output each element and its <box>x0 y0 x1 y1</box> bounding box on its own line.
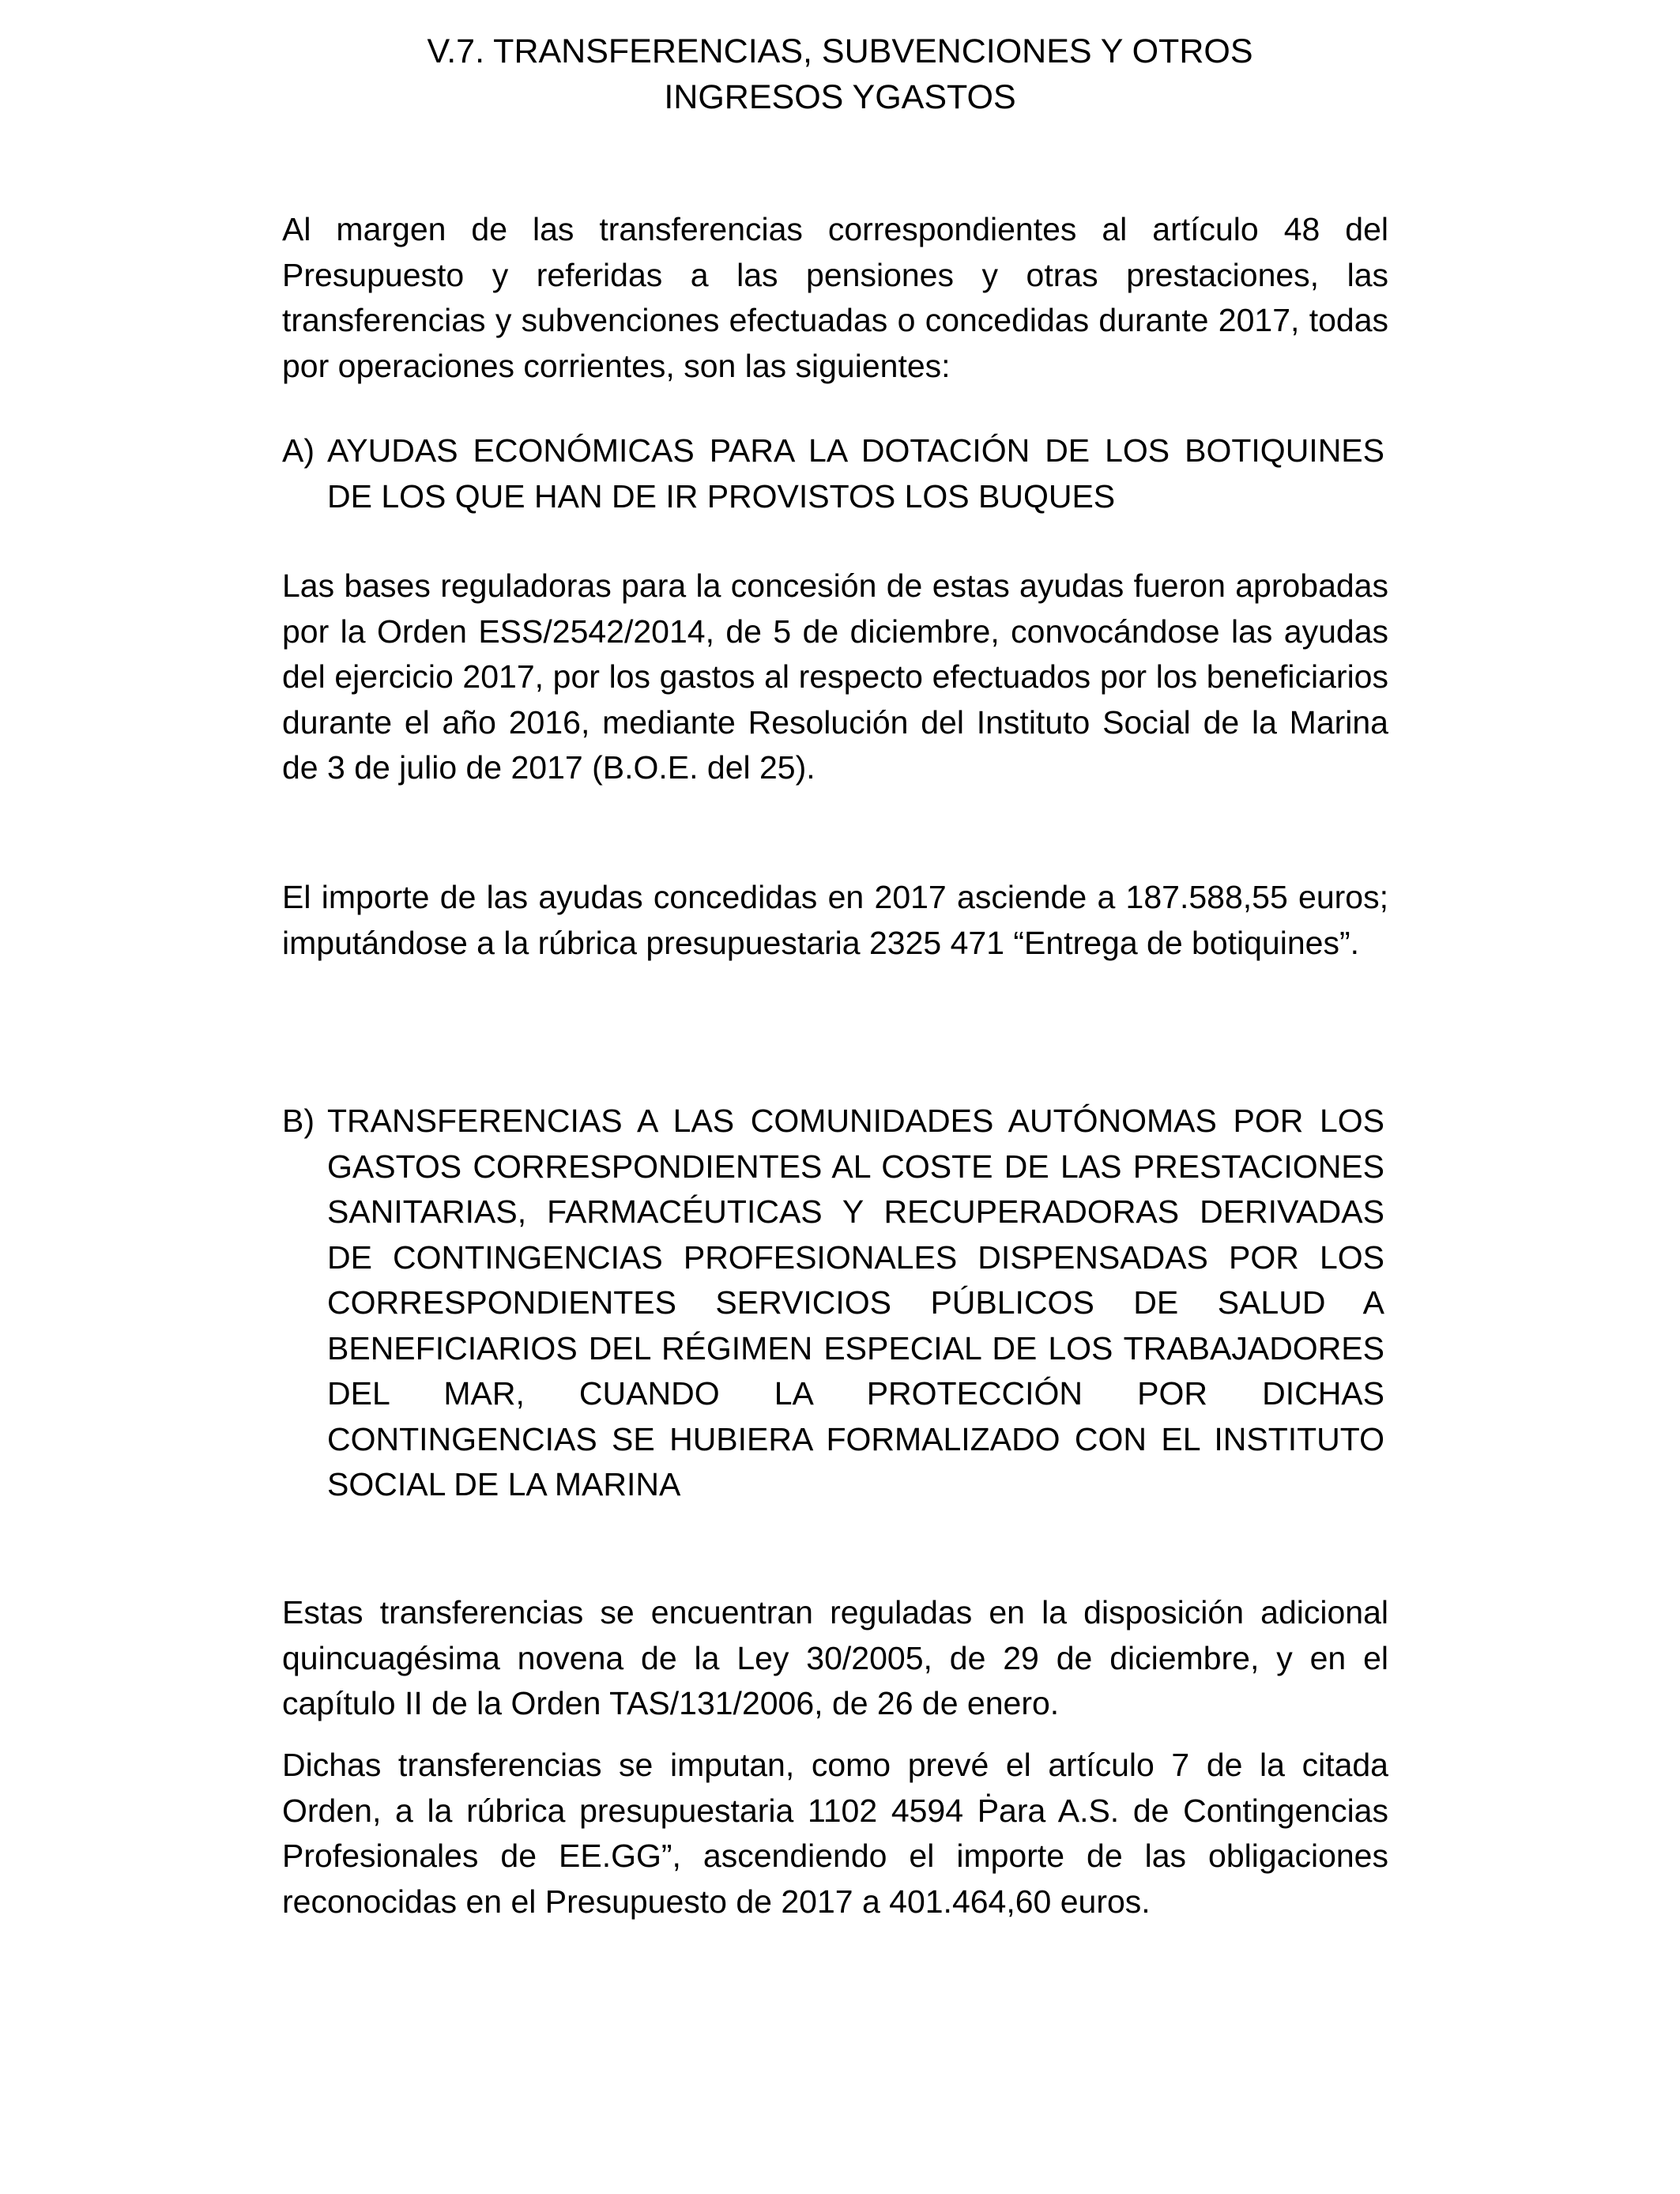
section-a-heading-text: AYUDAS ECONÓMICAS PARA LA DOTACIÓN DE LOS BOTIQUINES DE LOS QUE HAN DE IR PROVISTOS LOS BUQUES <box>327 432 1384 515</box>
section-a-paragraph-1: Las bases reguladoras para la concesión de estas ayudas fueron aprobadas por la Orden ESS/2542/2014, de 5 de diciembre, convocándose las ayudas del ejercicio 2017, por los gastos al respecto efectuados por los beneficiarios durante el año 2016, mediante Resolución del Instituto Social de la Marina de 3 de julio de 2017 (B.O.E. del 25). <box>282 567 1388 786</box>
title-line-1: V.7. TRANSFERENCIAS, SUBVENCIONES Y OTROS <box>427 32 1253 70</box>
section-a-heading <box>282 428 1384 519</box>
section-a-paragraph-2-block <box>282 875 1388 966</box>
title-line-2: INGRESOS YGASTOS <box>664 78 1016 116</box>
section-b-marker: B) <box>282 1103 315 1139</box>
section-a-paragraph-2: El importe de las ayudas concedidas en 2017 asciende a 187.588,55 euros; imputándose a la rúbrica presupuestaria 2325 471 “Entrega de botiquines”. <box>282 879 1388 961</box>
section-a-paragraph-1-block <box>282 564 1388 791</box>
section-b-paragraph-1-block <box>282 1590 1388 1727</box>
intro-paragraph: Al margen de las transferencias correspondientes al artículo 48 del Presupuesto y referidas a las pensiones y otras prestaciones, las transferencias y subvenciones efectuadas o concedidas durante 2017, todas por operaciones corrientes, son las siguientes: <box>282 211 1388 384</box>
page-title <box>0 28 1680 120</box>
section-b-paragraph-2-block <box>282 1743 1388 1924</box>
section-b-paragraph-1: Estas transferencias se encuentran reguladas en la disposición adicional quincuagésima novena de la Ley 30/2005, de 29 de diciembre, y en el capítulo II de la Orden TAS/131/2006, de 26 de enero. <box>282 1594 1388 1721</box>
section-b-heading <box>282 1099 1384 1508</box>
section-a-marker: A) <box>282 432 315 469</box>
intro-block <box>282 207 1388 389</box>
section-b-paragraph-2: Dichas transferencias se imputan, como prevé el artículo 7 de la citada Orden, a la rúbrica presupuestaria 1102 4594 Ṗara A.S. de Contingencias Profesionales de EE.GG”, ascendiendo el importe de las obligaciones reconocidas en el Presupuesto de 2017 a 401.464,60 euros. <box>282 1747 1388 1920</box>
section-b-heading-text: TRANSFERENCIAS A LAS COMUNIDADES AUTÓNOMAS POR LOS GASTOS CORRESPONDIENTES AL COSTE DE LAS PRESTACIONES SANITARIAS, FARMACÉUTICAS Y RECUPERADORAS DERIVADAS DE CONTINGENCIAS PROFESIONALES DISPENSADAS POR LOS CORRESPONDIENTES SERVICIOS PÚBLICOS DE SALUD A BENEFICIARIOS DEL RÉGIMEN ESPECIAL DE LOS TRABAJADORES DEL MAR, CUANDO LA PROTECCIÓN POR DICHAS CONTINGENCIAS SE HUBIERA FORMALIZADO CON EL INSTITUTO SOCIAL DE LA MARINA <box>327 1103 1384 1502</box>
